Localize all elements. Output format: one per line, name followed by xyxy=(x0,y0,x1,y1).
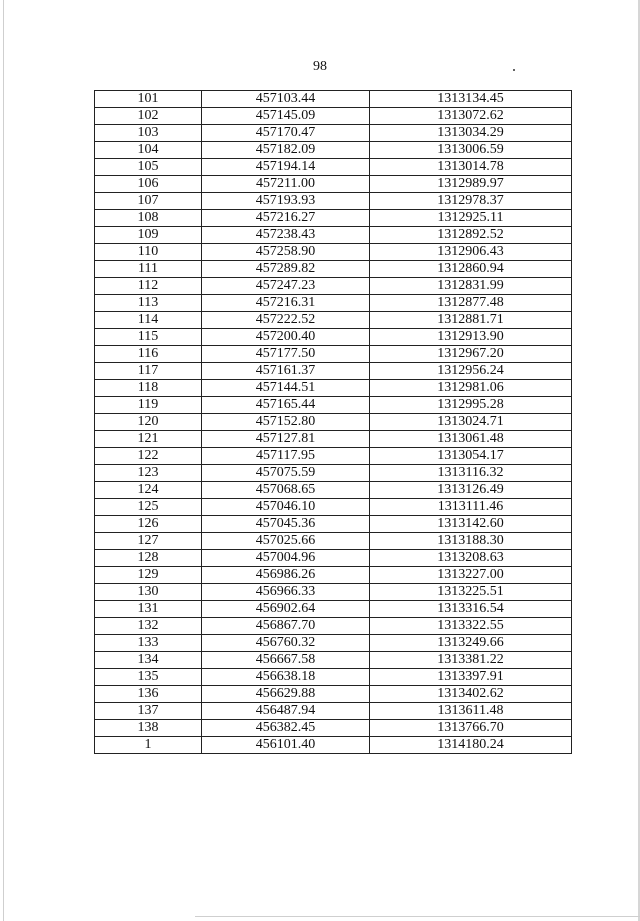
x-coordinate-cell: 457194.14 xyxy=(202,159,370,176)
y-coordinate-cell: 1313397.91 xyxy=(370,669,572,686)
y-coordinate-cell: 1313116.32 xyxy=(370,465,572,482)
table-row xyxy=(95,244,572,261)
x-coordinate-cell: 456966.33 xyxy=(202,584,370,601)
table-row xyxy=(95,601,572,618)
point-number-cell: 131 xyxy=(95,601,202,618)
point-number-cell: 121 xyxy=(95,431,202,448)
point-number-cell: 115 xyxy=(95,329,202,346)
point-number-cell: 116 xyxy=(95,346,202,363)
y-coordinate-cell: 1313225.51 xyxy=(370,584,572,601)
table-row xyxy=(95,516,572,533)
table-row xyxy=(95,278,572,295)
point-number-cell: 124 xyxy=(95,482,202,499)
table-row xyxy=(95,584,572,601)
x-coordinate-cell: 457258.90 xyxy=(202,244,370,261)
y-coordinate-cell: 1312956.24 xyxy=(370,363,572,380)
y-coordinate-cell: 1314180.24 xyxy=(370,737,572,754)
x-coordinate-cell: 457045.36 xyxy=(202,516,370,533)
x-coordinate-cell: 457145.09 xyxy=(202,108,370,125)
table-row xyxy=(95,159,572,176)
table-row xyxy=(95,227,572,244)
table-row xyxy=(95,533,572,550)
point-number-cell: 132 xyxy=(95,618,202,635)
y-coordinate-cell: 1313072.62 xyxy=(370,108,572,125)
x-coordinate-cell: 456986.26 xyxy=(202,567,370,584)
x-coordinate-cell: 457170.47 xyxy=(202,125,370,142)
y-coordinate-cell: 1312860.94 xyxy=(370,261,572,278)
x-coordinate-cell: 456101.40 xyxy=(202,737,370,754)
table-row xyxy=(95,176,572,193)
y-coordinate-cell: 1313142.60 xyxy=(370,516,572,533)
point-number-cell: 117 xyxy=(95,363,202,380)
point-number-cell: 126 xyxy=(95,516,202,533)
table-row xyxy=(95,686,572,703)
point-number-cell: 114 xyxy=(95,312,202,329)
y-coordinate-cell: 1312925.11 xyxy=(370,210,572,227)
point-number-cell: 101 xyxy=(95,91,202,108)
y-coordinate-cell: 1313322.55 xyxy=(370,618,572,635)
y-coordinate-cell: 1312877.48 xyxy=(370,295,572,312)
table-row xyxy=(95,618,572,635)
table-row xyxy=(95,550,572,567)
point-number-cell: 111 xyxy=(95,261,202,278)
point-number-cell: 1 xyxy=(95,737,202,754)
point-number-cell: 112 xyxy=(95,278,202,295)
y-coordinate-cell: 1312967.20 xyxy=(370,346,572,363)
table-row xyxy=(95,669,572,686)
x-coordinate-cell: 457182.09 xyxy=(202,142,370,159)
x-coordinate-cell: 456902.64 xyxy=(202,601,370,618)
point-number-cell: 113 xyxy=(95,295,202,312)
point-number-cell: 137 xyxy=(95,703,202,720)
table-row xyxy=(95,142,572,159)
x-coordinate-cell: 457238.43 xyxy=(202,227,370,244)
point-number-cell: 138 xyxy=(95,720,202,737)
y-coordinate-cell: 1312881.71 xyxy=(370,312,572,329)
point-number-cell: 109 xyxy=(95,227,202,244)
y-coordinate-cell: 1313034.29 xyxy=(370,125,572,142)
y-coordinate-cell: 1313014.78 xyxy=(370,159,572,176)
y-coordinate-cell: 1313227.00 xyxy=(370,567,572,584)
y-coordinate-cell: 1313006.59 xyxy=(370,142,572,159)
y-coordinate-cell: 1313611.48 xyxy=(370,703,572,720)
point-number-cell: 134 xyxy=(95,652,202,669)
x-coordinate-cell: 457046.10 xyxy=(202,499,370,516)
table-row xyxy=(95,312,572,329)
x-coordinate-cell: 457117.95 xyxy=(202,448,370,465)
y-coordinate-cell: 1313766.70 xyxy=(370,720,572,737)
table-row xyxy=(95,414,572,431)
scan-speck xyxy=(513,69,515,71)
point-number-cell: 107 xyxy=(95,193,202,210)
table-row xyxy=(95,329,572,346)
x-coordinate-cell: 456638.18 xyxy=(202,669,370,686)
table-row xyxy=(95,448,572,465)
table-row xyxy=(95,567,572,584)
y-coordinate-cell: 1313381.22 xyxy=(370,652,572,669)
bottom-edge-line xyxy=(195,916,640,917)
table-row xyxy=(95,635,572,652)
y-coordinate-cell: 1312981.06 xyxy=(370,380,572,397)
table-row xyxy=(95,737,572,754)
point-number-cell: 133 xyxy=(95,635,202,652)
y-coordinate-cell: 1313249.66 xyxy=(370,635,572,652)
y-coordinate-cell: 1313054.17 xyxy=(370,448,572,465)
y-coordinate-cell: 1313024.71 xyxy=(370,414,572,431)
y-coordinate-cell: 1312989.97 xyxy=(370,176,572,193)
x-coordinate-cell: 456867.70 xyxy=(202,618,370,635)
page-number: 98 xyxy=(313,59,327,74)
x-coordinate-cell: 457200.40 xyxy=(202,329,370,346)
y-coordinate-cell: 1312892.52 xyxy=(370,227,572,244)
y-coordinate-cell: 1313316.54 xyxy=(370,601,572,618)
x-coordinate-cell: 457222.52 xyxy=(202,312,370,329)
x-coordinate-cell: 457289.82 xyxy=(202,261,370,278)
table-row xyxy=(95,193,572,210)
point-number-cell: 125 xyxy=(95,499,202,516)
x-coordinate-cell: 457177.50 xyxy=(202,346,370,363)
y-coordinate-cell: 1313061.48 xyxy=(370,431,572,448)
x-coordinate-cell: 456629.88 xyxy=(202,686,370,703)
point-number-cell: 102 xyxy=(95,108,202,125)
table-row xyxy=(95,499,572,516)
point-number-cell: 103 xyxy=(95,125,202,142)
table-row xyxy=(95,91,572,108)
table-row xyxy=(95,652,572,669)
x-coordinate-cell: 457165.44 xyxy=(202,397,370,414)
y-coordinate-cell: 1312831.99 xyxy=(370,278,572,295)
page-edge-left xyxy=(3,0,4,921)
x-coordinate-cell: 457025.66 xyxy=(202,533,370,550)
y-coordinate-cell: 1313208.63 xyxy=(370,550,572,567)
x-coordinate-cell: 456760.32 xyxy=(202,635,370,652)
point-number-cell: 119 xyxy=(95,397,202,414)
y-coordinate-cell: 1313188.30 xyxy=(370,533,572,550)
x-coordinate-cell: 457075.59 xyxy=(202,465,370,482)
point-number-cell: 129 xyxy=(95,567,202,584)
point-number-cell: 135 xyxy=(95,669,202,686)
point-number-cell: 128 xyxy=(95,550,202,567)
y-coordinate-cell: 1313402.62 xyxy=(370,686,572,703)
table-row xyxy=(95,125,572,142)
table-row xyxy=(95,108,572,125)
y-coordinate-cell: 1312913.90 xyxy=(370,329,572,346)
table-row xyxy=(95,431,572,448)
table-row xyxy=(95,261,572,278)
table-row xyxy=(95,397,572,414)
table-row xyxy=(95,346,572,363)
coordinates-table xyxy=(94,90,572,754)
table-row xyxy=(95,720,572,737)
point-number-cell: 136 xyxy=(95,686,202,703)
y-coordinate-cell: 1313126.49 xyxy=(370,482,572,499)
point-number-cell: 105 xyxy=(95,159,202,176)
point-number-cell: 108 xyxy=(95,210,202,227)
x-coordinate-cell: 457144.51 xyxy=(202,380,370,397)
x-coordinate-cell: 456667.58 xyxy=(202,652,370,669)
point-number-cell: 110 xyxy=(95,244,202,261)
x-coordinate-cell: 457004.96 xyxy=(202,550,370,567)
x-coordinate-cell: 457161.37 xyxy=(202,363,370,380)
point-number-cell: 106 xyxy=(95,176,202,193)
x-coordinate-cell: 457152.80 xyxy=(202,414,370,431)
table-row xyxy=(95,703,572,720)
x-coordinate-cell: 457193.93 xyxy=(202,193,370,210)
table-row xyxy=(95,295,572,312)
point-number-cell: 118 xyxy=(95,380,202,397)
table-row xyxy=(95,380,572,397)
y-coordinate-cell: 1312995.28 xyxy=(370,397,572,414)
coordinates-table-body xyxy=(95,91,572,754)
table-row xyxy=(95,465,572,482)
y-coordinate-cell: 1312906.43 xyxy=(370,244,572,261)
x-coordinate-cell: 456487.94 xyxy=(202,703,370,720)
point-number-cell: 120 xyxy=(95,414,202,431)
x-coordinate-cell: 457103.44 xyxy=(202,91,370,108)
point-number-cell: 127 xyxy=(95,533,202,550)
table-row xyxy=(95,482,572,499)
table-row xyxy=(95,210,572,227)
point-number-cell: 123 xyxy=(95,465,202,482)
point-number-cell: 122 xyxy=(95,448,202,465)
point-number-cell: 130 xyxy=(95,584,202,601)
x-coordinate-cell: 456382.45 xyxy=(202,720,370,737)
x-coordinate-cell: 457211.00 xyxy=(202,176,370,193)
y-coordinate-cell: 1312978.37 xyxy=(370,193,572,210)
x-coordinate-cell: 457247.23 xyxy=(202,278,370,295)
point-number-cell: 104 xyxy=(95,142,202,159)
x-coordinate-cell: 457216.31 xyxy=(202,295,370,312)
y-coordinate-cell: 1313134.45 xyxy=(370,91,572,108)
x-coordinate-cell: 457127.81 xyxy=(202,431,370,448)
x-coordinate-cell: 457216.27 xyxy=(202,210,370,227)
table-row xyxy=(95,363,572,380)
y-coordinate-cell: 1313111.46 xyxy=(370,499,572,516)
x-coordinate-cell: 457068.65 xyxy=(202,482,370,499)
